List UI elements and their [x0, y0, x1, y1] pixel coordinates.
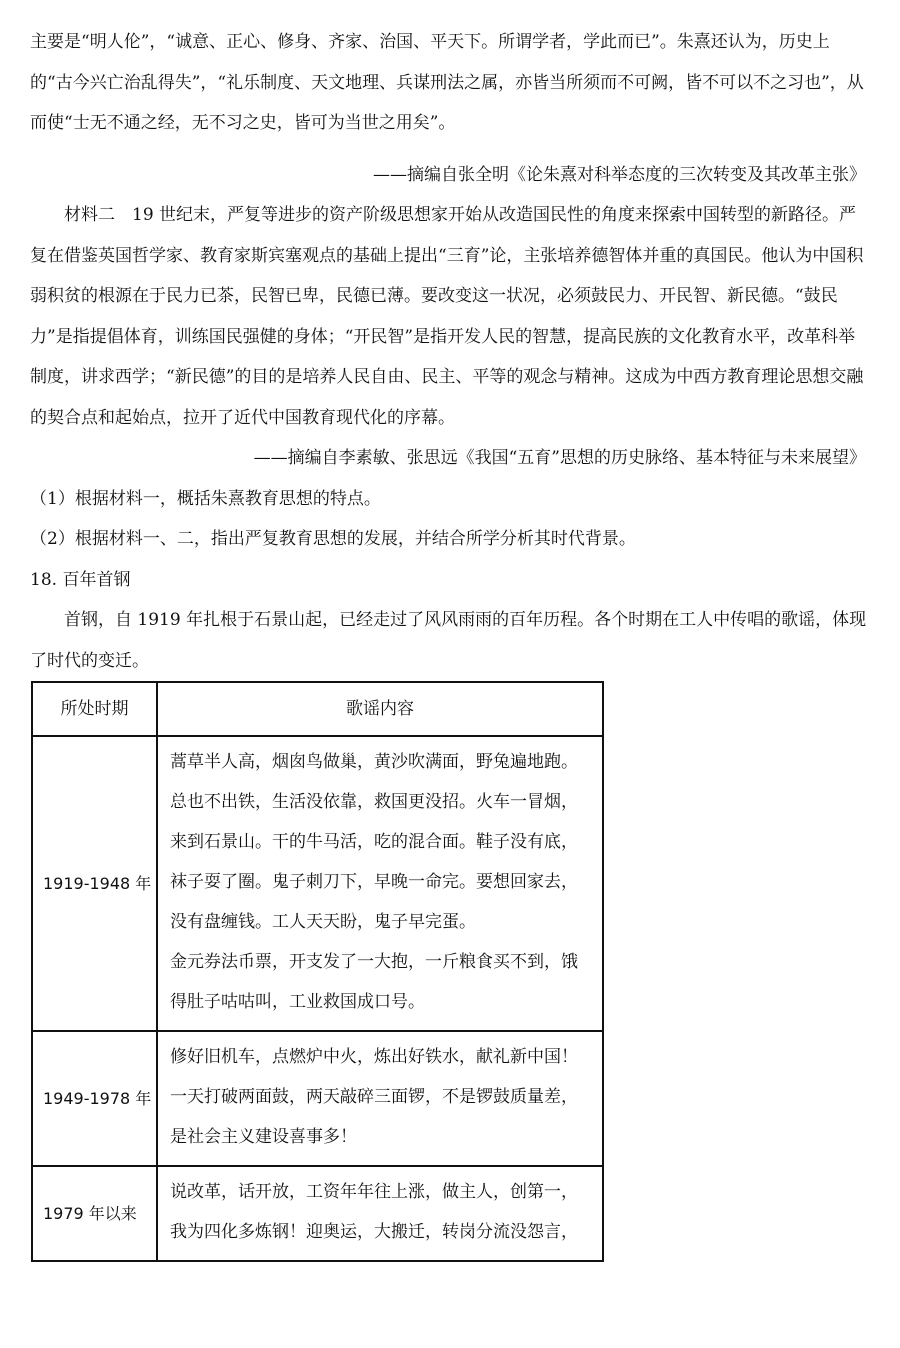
lyrics-line: 修好旧机车，点燃炉中火，炼出好铁水，献礼新中国！一天打破两面鼓，两天敲碎三面锣，不是锣鼓质量差，是社会主义建设喜事多！	[170, 1047, 578, 1147]
ballad-table	[31, 681, 604, 1262]
material1-tail-paragraph: 主要是“明人伦”，“诚意、正心、修身、齐家、治国、平天下。所谓学者，学此而已”。朱熹还认为，历史上的“古今兴亡治乱得失”，“礼乐制度、天文地理、兵谋刑法之属，亦皆当所须而不可阙，皆不可以不之习也”，从而使“士无不通之经，无不习之史，皆可为当世之用矣”。	[30, 32, 864, 133]
question-1: （1）根据材料一，概括朱熹教育思想的特点。	[30, 489, 381, 509]
period-cell: 1919-1948 年	[32, 736, 157, 1031]
lyrics-cell	[157, 1166, 603, 1261]
table-row	[32, 736, 603, 1031]
question-2: （2）根据材料一、二，指出严复教育思想的发展，并结合所学分析其时代背景。	[30, 529, 636, 549]
table-row	[32, 1166, 603, 1261]
material1-source: ——摘编自张全明《论朱熹对科举态度的三次转变及其改革主张》	[373, 165, 866, 185]
lyrics-line: 金元券法币票，开支发了一大抱，一斤粮食买不到，饿得肚子咕咕叫，工业救国成口号。	[170, 952, 578, 1012]
table-row	[32, 1031, 603, 1166]
table-header-row	[32, 682, 603, 736]
lyrics-cell	[157, 1031, 603, 1166]
header-period: 所处时期	[32, 682, 157, 736]
period-cell: 1979 年以来	[32, 1166, 157, 1261]
lyrics-cell	[157, 736, 603, 1031]
material2-paragraph: 材料二 19 世纪末，严复等进步的资产阶级思想家开始从改造国民性的角度来探索中国转型的新路径。严复在借鉴英国哲学家、教育家斯宾塞观点的基础上提出“三育”论，主张培养德智体并重的真国民。他认为中国积弱积贫的根源在于民力已茶，民智已卑，民德已薄。要改变这一状况，必须鼓民力、开民智、新民德。“鼓民力”是指提倡体育，训练国民强健的身体；“开民智”是指开发人民的智慧，提高民族的文化教育水平，改革科举制度，讲求西学；“新民德”的目的是培养人民自由、民主、平等的观念与精神。这成为中西方教育理论思想交融的契合点和起始点，拉开了近代中国教育现代化的序幕。	[30, 205, 864, 428]
header-content: 歌谣内容	[157, 682, 603, 736]
question-18-title: 18. 百年首钢	[30, 570, 131, 590]
lyrics-line: 蒿草半人高，烟囱鸟做巢，黄沙吹满面，野兔遍地跑。总也不出铁，生活没依靠，救国更没招。火车一冒烟，来到石景山。干的牛马活，吃的混合面。鞋子没有底，袜子耍了圈。鬼子刺刀下，早晚一命完。要想回家去，没有盘缠钱。工人天天盼，鬼子早完蛋。	[170, 752, 578, 932]
lyrics-line: 说改革，话开放，工资年年往上涨，做主人，创第一，我为四化多炼钢！迎奥运，大搬迁，转岗分流没怨言，	[170, 1182, 578, 1242]
period-cell: 1949-1978 年	[32, 1031, 157, 1166]
question-18-intro: 首钢，自 1919 年扎根于石景山起，已经走过了风风雨雨的百年历程。各个时期在工人中传唱的歌谣，体现了时代的变迁。	[30, 610, 867, 671]
material2-source: ——摘编自李素敏、张思远《我国“五育”思想的历史脉络、基本特征与未来展望》	[253, 448, 866, 468]
